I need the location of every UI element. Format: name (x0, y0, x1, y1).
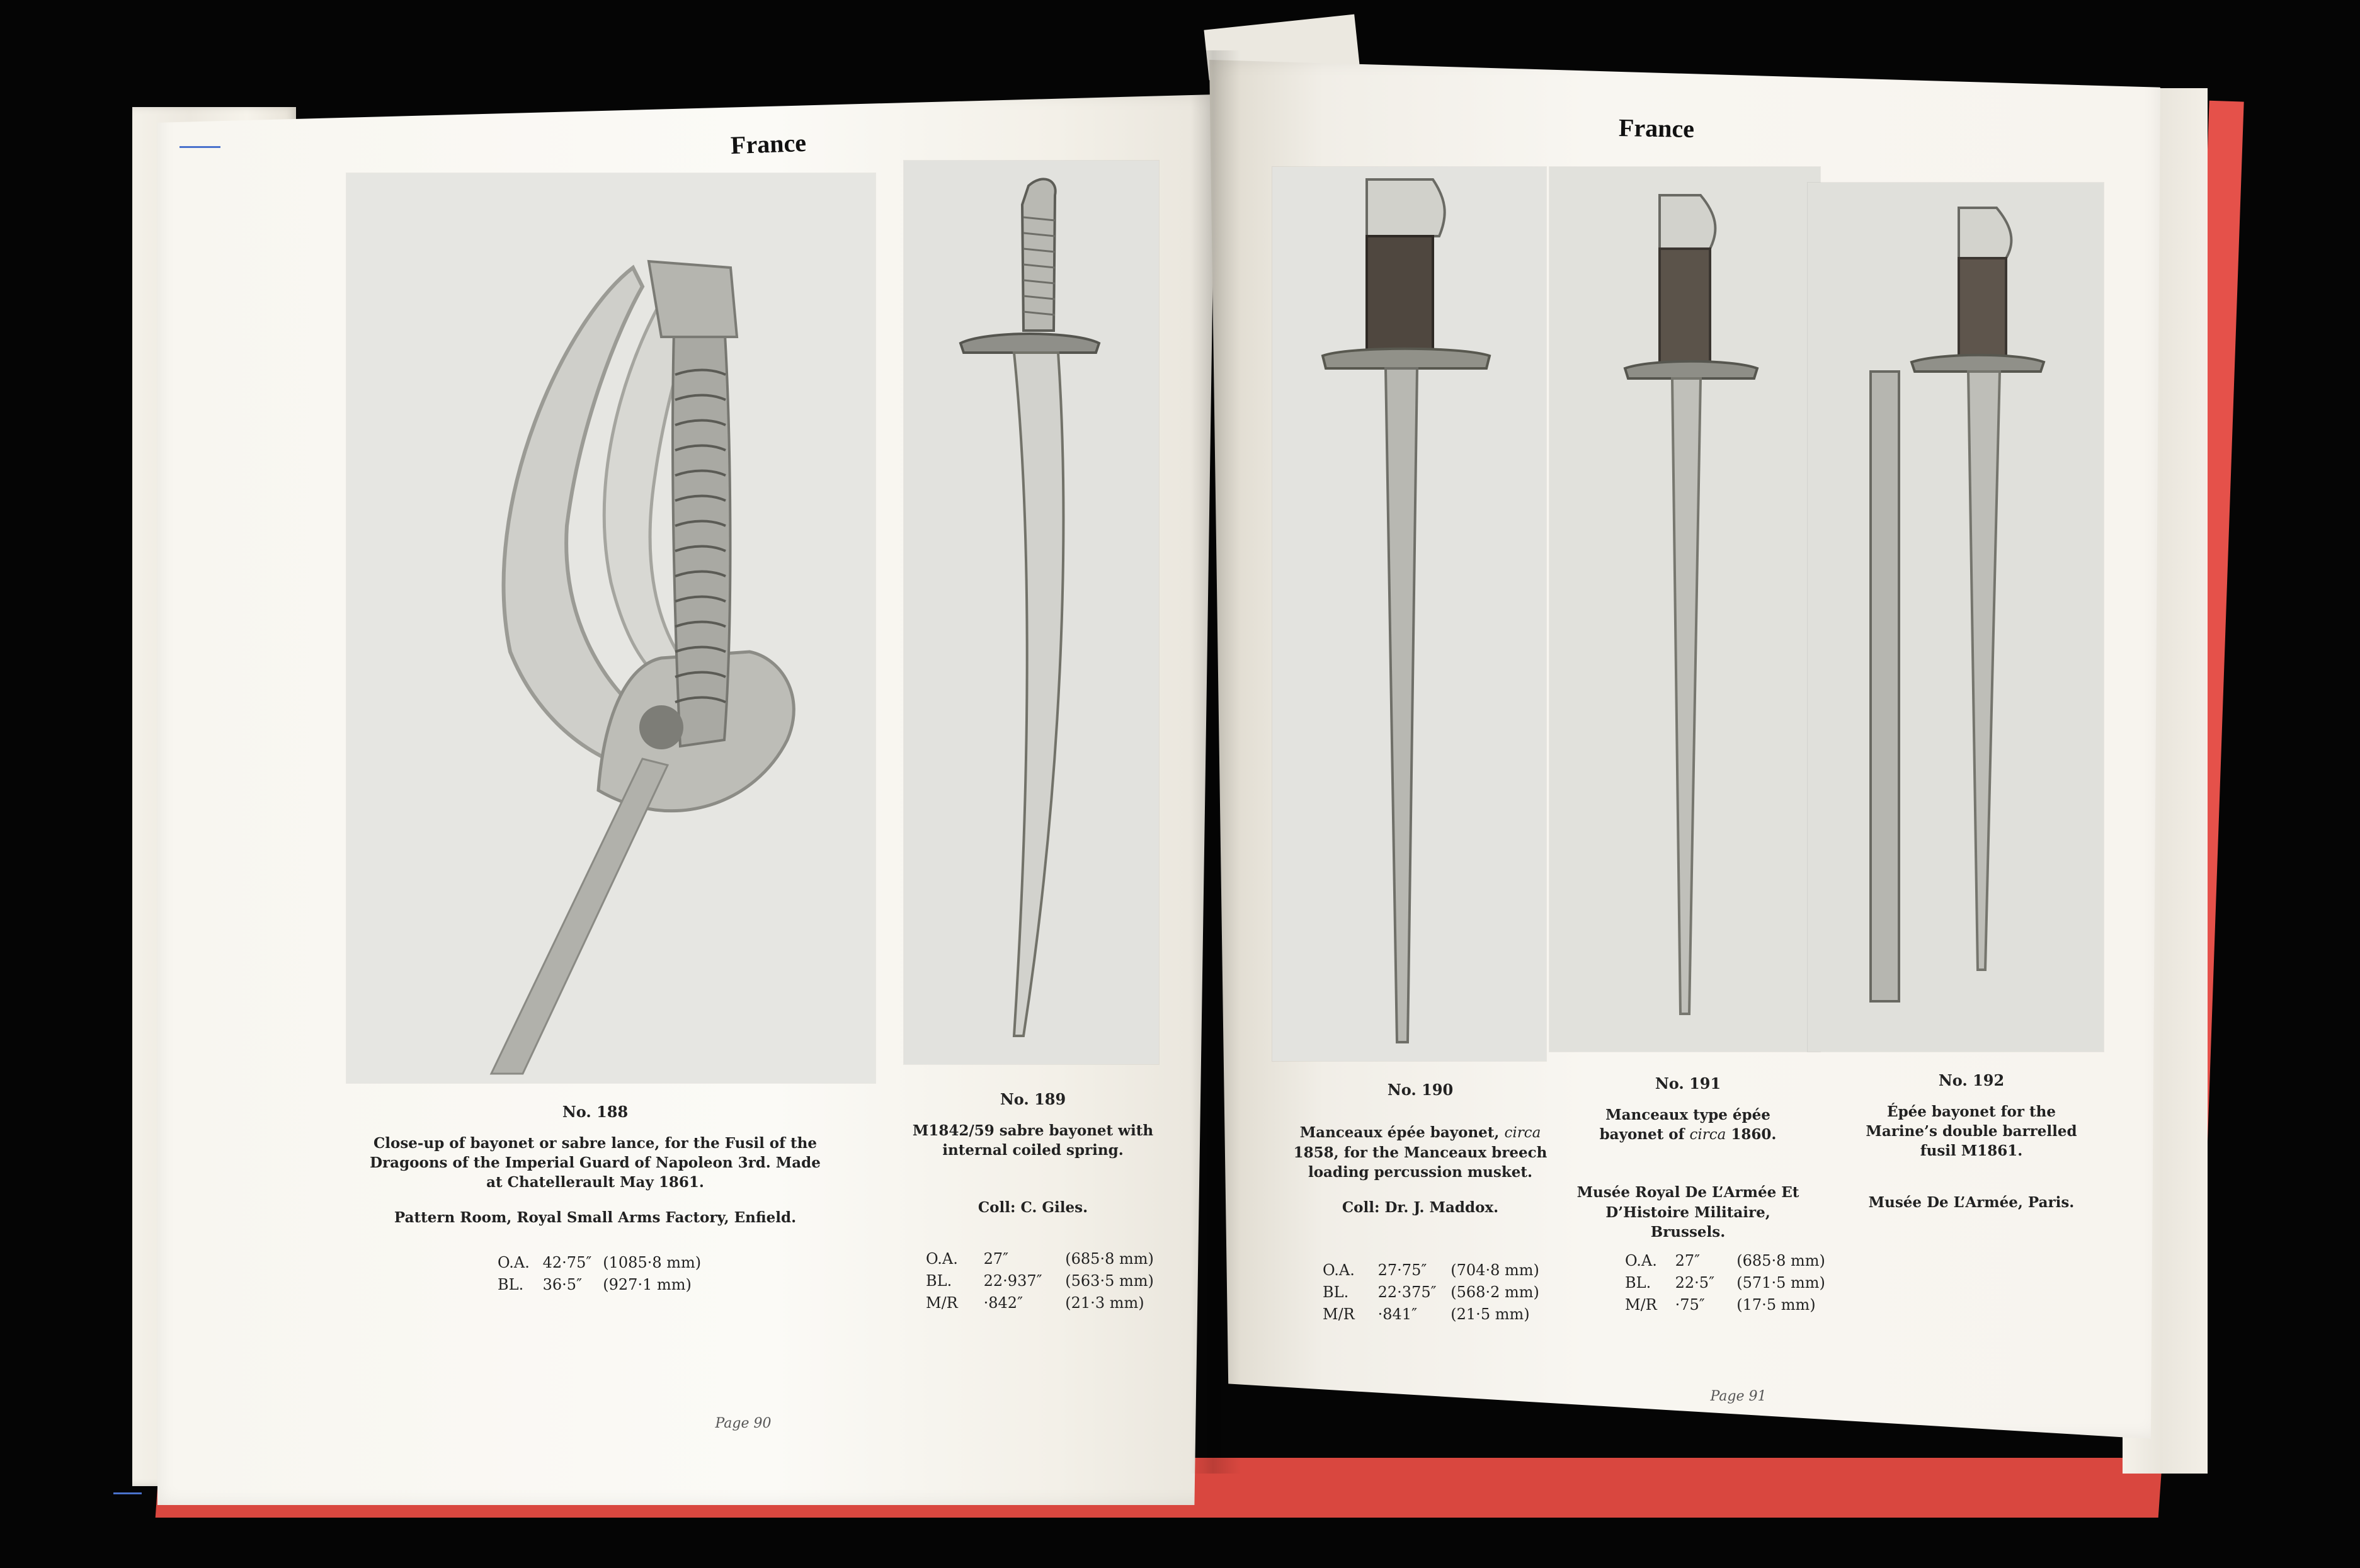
measure-value: 36·5″ (542, 1275, 583, 1293)
measure-value: 22·5″ (1675, 1273, 1715, 1292)
measurements-188 (498, 1252, 737, 1296)
photo-no-190 (1272, 167, 1546, 1061)
measure-row (1323, 1281, 1587, 1304)
photo-no-189 (904, 161, 1159, 1064)
measure-row (498, 1274, 737, 1296)
photo-no-191 (1549, 167, 1820, 1052)
measure-label: O.A. (1625, 1252, 1657, 1270)
marine-epee-bayonet-illustration (1808, 183, 2104, 1052)
photo-no-188 (346, 173, 875, 1083)
measure-metric: (21·3 mm) (1065, 1293, 1144, 1312)
right-page-number: Page 91 (1710, 1389, 1767, 1404)
measure-metric: (685·8 mm) (1065, 1250, 1154, 1268)
item-description-188: Close-up of bayonet or sabre lance, for the Fusil of the Dragoons of the Imperial Guard of Napoleon 3rd. Made at Chatellerault May 1861. (370, 1135, 821, 1191)
left-page-title: France (730, 128, 807, 160)
measurements-191 (1625, 1250, 1827, 1315)
measure-row (1323, 1259, 1587, 1281)
circa-text: circa (1504, 1125, 1541, 1142)
measure-row (498, 1252, 737, 1274)
item-description-192: Épée bayonet for the Marine’s double barrelled fusil M1861. (1866, 1103, 2077, 1160)
measurements-190 (1323, 1259, 1587, 1325)
item-description-191 (1575, 1105, 1801, 1145)
book-gutter (1190, 50, 1241, 1474)
measure-row (1625, 1294, 1827, 1316)
measure-metric: (563·5 mm) (1065, 1271, 1154, 1290)
measure-label: O.A. (498, 1254, 530, 1271)
measure-row (926, 1292, 1165, 1314)
item-collection-189: Coll: C. Giles. (978, 1199, 1088, 1217)
description-text: 1860. (1731, 1126, 1777, 1144)
measure-label: M/R (926, 1293, 958, 1312)
item-collection-192: Musée De L’Armée, Paris. (1868, 1193, 2075, 1211)
item-collection-188: Pattern Room, Royal Small Arms Factory, Enfield. (394, 1208, 797, 1226)
measure-metric: (1085·8 mm) (603, 1254, 702, 1271)
measure-value: 42·75″ (542, 1254, 592, 1271)
description-text: 1858, for the Manceaux breech loading percussion musket. (1293, 1144, 1548, 1181)
item-number-191: No. 191 (1655, 1074, 1721, 1093)
page-edge-marker-top (180, 146, 220, 148)
item-collection-191: Musée Royal De L’Armée Et D’Histoire Militaire, Brussels. (1576, 1184, 1799, 1241)
measure-metric: (17·5 mm) (1736, 1295, 1816, 1314)
caption-no-190 (1291, 1080, 1549, 1217)
right-page-title: France (1618, 113, 1695, 144)
manceaux-epee-bayonet-illustration (1272, 167, 1546, 1061)
photo-no-192 (1808, 183, 2104, 1052)
measure-metric: (927·1 mm) (603, 1275, 692, 1293)
measure-label: M/R (1625, 1295, 1657, 1314)
measurements-189 (926, 1248, 1165, 1314)
description-text: Manceaux type épée bayonet of (1599, 1106, 1770, 1144)
sabre-bayonet-illustration (904, 161, 1159, 1064)
measure-label: O.A. (926, 1250, 958, 1268)
circa-text: circa (1689, 1127, 1726, 1144)
sabre-lance-hilt-illustration (346, 173, 875, 1083)
manceaux-type-epee-bayonet-illustration (1549, 167, 1820, 1052)
item-number-192: No. 192 (1938, 1071, 2005, 1089)
item-number-190: No. 190 (1387, 1081, 1454, 1099)
item-number-189: No. 189 (1000, 1090, 1066, 1108)
measure-row (1323, 1304, 1587, 1326)
measure-value: 22·937″ (983, 1271, 1042, 1290)
item-description-190 (1291, 1123, 1549, 1182)
measure-metric: (571·5 mm) (1736, 1273, 1825, 1292)
item-number-188: No. 188 (562, 1103, 629, 1121)
caption-no-188 (368, 1102, 822, 1227)
measure-label: BL. (1625, 1273, 1651, 1292)
measure-metric: (21·5 mm) (1451, 1305, 1530, 1323)
measure-row (1625, 1272, 1827, 1294)
measure-metric: (568·2 mm) (1451, 1283, 1539, 1301)
measure-label: BL. (1323, 1283, 1349, 1301)
measure-value: 22·375″ (1377, 1283, 1437, 1301)
caption-no-191 (1575, 1074, 1801, 1242)
measure-label: M/R (1323, 1305, 1355, 1323)
item-collection-190: Coll: Dr. J. Maddox. (1342, 1198, 1499, 1216)
caption-no-192 (1852, 1071, 2091, 1212)
measure-row (926, 1270, 1165, 1292)
caption-no-189 (907, 1089, 1159, 1218)
measure-metric: (685·8 mm) (1736, 1252, 1825, 1270)
measure-value: 27″ (983, 1250, 1009, 1268)
measure-label: BL. (498, 1275, 524, 1293)
measure-label: O.A. (1323, 1261, 1355, 1279)
measure-value: 27″ (1675, 1252, 1701, 1270)
item-description-189: M1842/59 sabre bayonet with internal coiled spring. (912, 1122, 1154, 1159)
measure-row (1625, 1250, 1827, 1272)
measure-row (926, 1248, 1165, 1270)
measure-value: ·75″ (1675, 1295, 1705, 1314)
description-text: Manceaux épée bayonet, (1299, 1124, 1500, 1142)
left-page-number: Page 90 (715, 1416, 772, 1431)
measure-value: 27·75″ (1377, 1261, 1427, 1279)
measure-label: BL. (926, 1271, 952, 1290)
measure-value: ·842″ (983, 1293, 1023, 1312)
measure-metric: (704·8 mm) (1451, 1261, 1539, 1279)
page-edge-marker-bottom (113, 1492, 142, 1494)
measure-value: ·841″ (1377, 1305, 1418, 1323)
